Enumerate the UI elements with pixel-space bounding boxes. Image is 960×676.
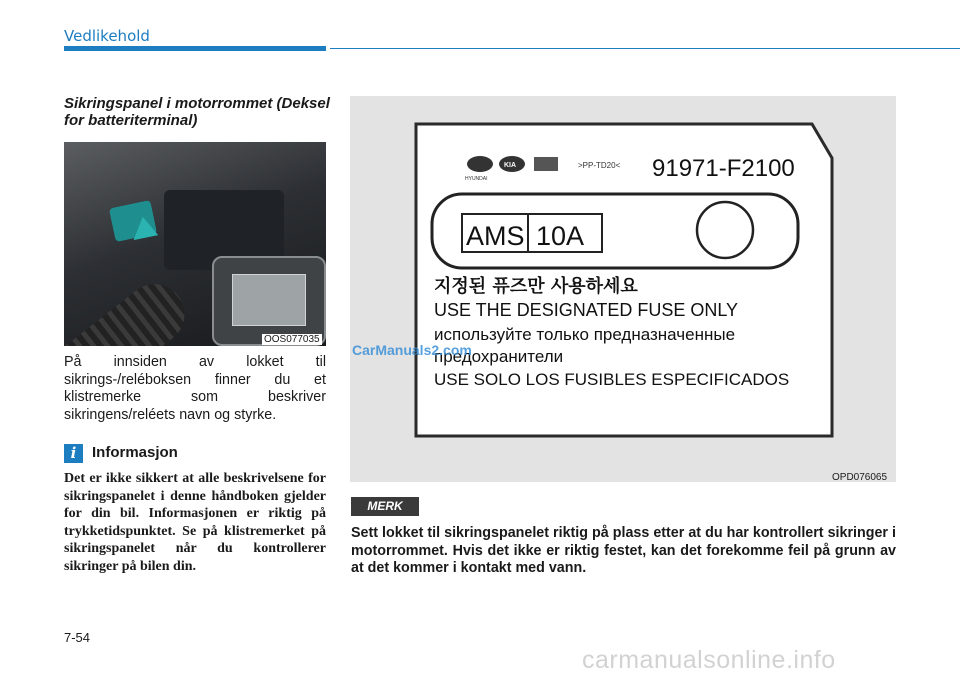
inset-label	[232, 274, 306, 326]
label-korean: 지정된 퓨즈만 사용하세요	[434, 276, 638, 297]
logo-small-text: >PP-TD20<	[578, 161, 621, 170]
label-spanish: USE SOLO LOS FUSIBLES ESPECIFICADOS	[434, 370, 790, 389]
watermark: CarManuals2.com	[352, 342, 472, 358]
photo-code: OOS077035	[264, 334, 320, 345]
merk-badge: MERK	[351, 497, 419, 516]
logo-brand-text: HYUNDAI	[465, 176, 488, 182]
label-russian-2: предохранители	[434, 347, 564, 366]
body-text: På innsiden av lokket til sikrings-/reléboksen finner du et klistremerke som beskriver sikringens/reléets navn og styrke.	[64, 354, 326, 423]
air-hose	[64, 272, 197, 346]
small-logo	[534, 157, 558, 171]
section-heading: Sikringspanel i motorrommet (Deksel for batteriterminal)	[64, 95, 330, 129]
fuse-label-sticker	[350, 96, 896, 482]
section-title: Vedlikehold	[64, 27, 150, 45]
label-russian-1: используйте только предназначенные	[434, 325, 736, 344]
page-number: 7-54	[64, 630, 91, 645]
merk-body: Sett lokket til sikringspanelet riktig på plass etter at du har kontrollert sikringer i motorrommet. Hvis det ikke er riktig festet, kan det forekomme feil på grunn av at det kommer i kontakt med vann.	[351, 525, 896, 577]
fuse-label-image	[350, 96, 896, 482]
info-body: Det er ikke sikkert at alle beskrivelsene for sikringspanelet i denne håndboken gjelder for din bil. Informasjonen er riktig på trykketidspunktet. Se på klistremerket på sikringspanelet når du kontrollerer sikringer på bilen din.	[64, 471, 326, 574]
header-rule-thin	[330, 48, 960, 49]
photo-inset	[212, 256, 326, 346]
label-fuse-rating: 10A	[536, 221, 585, 251]
label-fuse-code: AMS	[466, 221, 525, 251]
label-image-code: OPD076065	[832, 472, 888, 483]
label-english: USE THE DESIGNATED FUSE ONLY	[434, 300, 739, 320]
label-part-number: 91971-F2100	[652, 155, 795, 182]
info-icon: i	[64, 444, 83, 463]
footer-watermark: carmanualsonline.info	[582, 646, 836, 674]
info-title: Informasjon	[92, 444, 178, 461]
logo-kia-text: KIA	[504, 162, 517, 169]
engine-bay-photo	[64, 142, 326, 346]
header-rule-thick	[64, 46, 326, 51]
hyundai-logo	[467, 156, 493, 172]
